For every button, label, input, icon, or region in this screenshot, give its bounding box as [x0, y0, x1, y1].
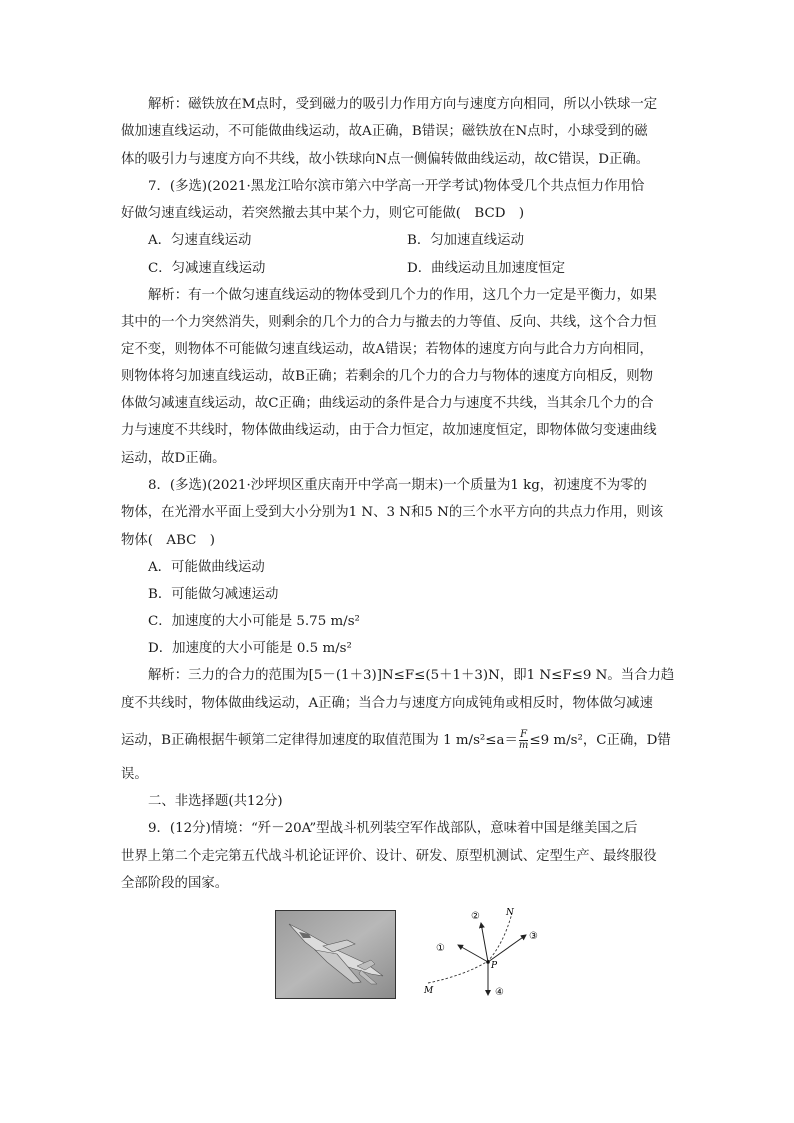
fraction-numerator: F: [520, 729, 528, 740]
q8-analysis-line-3-part-a: 运动，B正确根据牛顿第二定律得加速度的取值范围为 1 m/s²≤a＝: [121, 733, 518, 748]
q7-stem-line-2: 好做匀速直线运动，若突然撤去其中某个力，则它可能做( BCD ): [121, 206, 525, 221]
fighter-jet-photo: [275, 910, 396, 999]
q8-analysis-line-1: 解析：三力的合力的范围为[5－(1＋3)]N≤F≤(5＋1＋3)N，即1 N≤F≤9 N。当合力趋: [148, 668, 675, 683]
q7-analysis-line-1: 解析：有一个做匀速直线运动的物体受到几个力的作用，这几个力一定是平衡力，如果: [148, 288, 657, 303]
q8-analysis-line-4: 误。: [121, 767, 148, 782]
q8-option-d: D．加速度的大小可能是 0.5 m/s²: [148, 641, 352, 656]
q8-stem-line-1: 8．(多选)(2021·沙坪坝区重庆南开中学高一期末)一个质量为1 kg，初速度不为零的: [148, 478, 647, 493]
force-direction-diagram: [418, 905, 548, 1005]
label-force-1: ①: [436, 943, 445, 954]
q7-analysis-line-6: 力与速度不共线时，物体做曲线运动，由于合力恒定，故加速度恒定，即物体做匀变速曲线: [121, 423, 657, 438]
force-over-mass-fraction: [519, 730, 528, 751]
q7-option-b: B．匀加速直线运动: [407, 233, 524, 248]
q7-stem-line-1: 7．(多选)(2021·黑龙江哈尔滨市第六中学高一开学考试)物体受几个共点恒力作用恰: [148, 179, 645, 194]
q8-stem-line-2: 物体，在光滑水平面上受到大小分别为1 N、3 N和5 N的三个水平方向的共点力作用，则该: [121, 505, 664, 520]
q9-stem-line-3: 全部阶段的国家。: [121, 876, 229, 891]
q9-stem-line-1: 9．(12分)情境：“歼－20A”型战斗机列装空军作战部队，意味着中国是继美国之后: [148, 821, 638, 836]
q7-analysis-line-2: 其中的一个力突然消失，则剩余的几个力的合力与撤去的力等值、反向、共线，这个合力恒: [121, 315, 657, 330]
q9-stem-line-2: 世界上第二个走完第五代战斗机论证评价、设计、研发、原型机测试、定型生产、最终服役: [121, 849, 657, 864]
label-force-4: ④: [495, 987, 504, 998]
point-p-dot: [486, 960, 490, 964]
label-point-p: P: [491, 961, 498, 971]
q6-analysis-line-2: 做加速直线运动，不可能做曲线运动，故A正确，B错误；磁铁放在N点时，小球受到的磁: [121, 124, 648, 139]
force-arrow-1: [458, 945, 488, 962]
q8-option-b: B．可能做匀减速运动: [148, 587, 279, 602]
q7-analysis-line-3: 定不变，则物体不可能做匀速直线运动，故A错误；若物体的速度方向与此合力方向相同，: [121, 342, 653, 357]
q8-stem-line-3: 物体( ABC ): [121, 533, 216, 548]
force-arrow-3: [488, 935, 526, 962]
q7-option-a: A．匀速直线运动: [148, 233, 252, 248]
q7-option-c: C．匀减速直线运动: [148, 261, 266, 276]
q8-analysis-line-3-part-b: ≤9 m/s²，C正确，D错: [529, 733, 671, 748]
fraction-denominator: m: [518, 740, 529, 751]
label-force-3: ③: [529, 931, 538, 942]
label-force-2: ②: [471, 911, 480, 922]
q8-option-c: C．加速度的大小可能是 5.75 m/s²: [148, 614, 360, 629]
force-arrow-2: [481, 923, 488, 962]
q8-option-a: A．可能做曲线运动: [148, 560, 265, 575]
q8-analysis-line-2: 度不共线时，物体做曲线运动，A正确；当合力与速度方向成钝角或相反时，物体做匀减速: [121, 696, 653, 711]
q6-analysis-line-1: 解析：磁铁放在M点时，受到磁力的吸引力作用方向与速度方向相同，所以小铁球一定: [148, 97, 658, 112]
q7-analysis-line-4: 则物体将匀加速直线运动，故B正确；若剩余的几个力的合力与物体的速度方向相反，则物: [121, 369, 654, 384]
q8-analysis-line-3: [121, 730, 671, 751]
section-2-title: 二、非选择题(共12分): [148, 794, 283, 809]
label-point-m: M: [424, 986, 434, 996]
q7-analysis-line-5: 体做匀减速直线运动，故C正确；曲线运动的条件是合力与速度不共线，当其余几个力的合: [121, 396, 654, 411]
q6-analysis-line-3: 体的吸引力与速度方向不共线，故小铁球向N点一侧偏转做曲线运动，故C错误，D正确。: [121, 152, 650, 167]
q7-analysis-line-7: 运动，故D正确。: [121, 451, 226, 466]
label-point-n: N: [506, 908, 514, 918]
q7-option-d: D．曲线运动且加速度恒定: [407, 261, 566, 276]
